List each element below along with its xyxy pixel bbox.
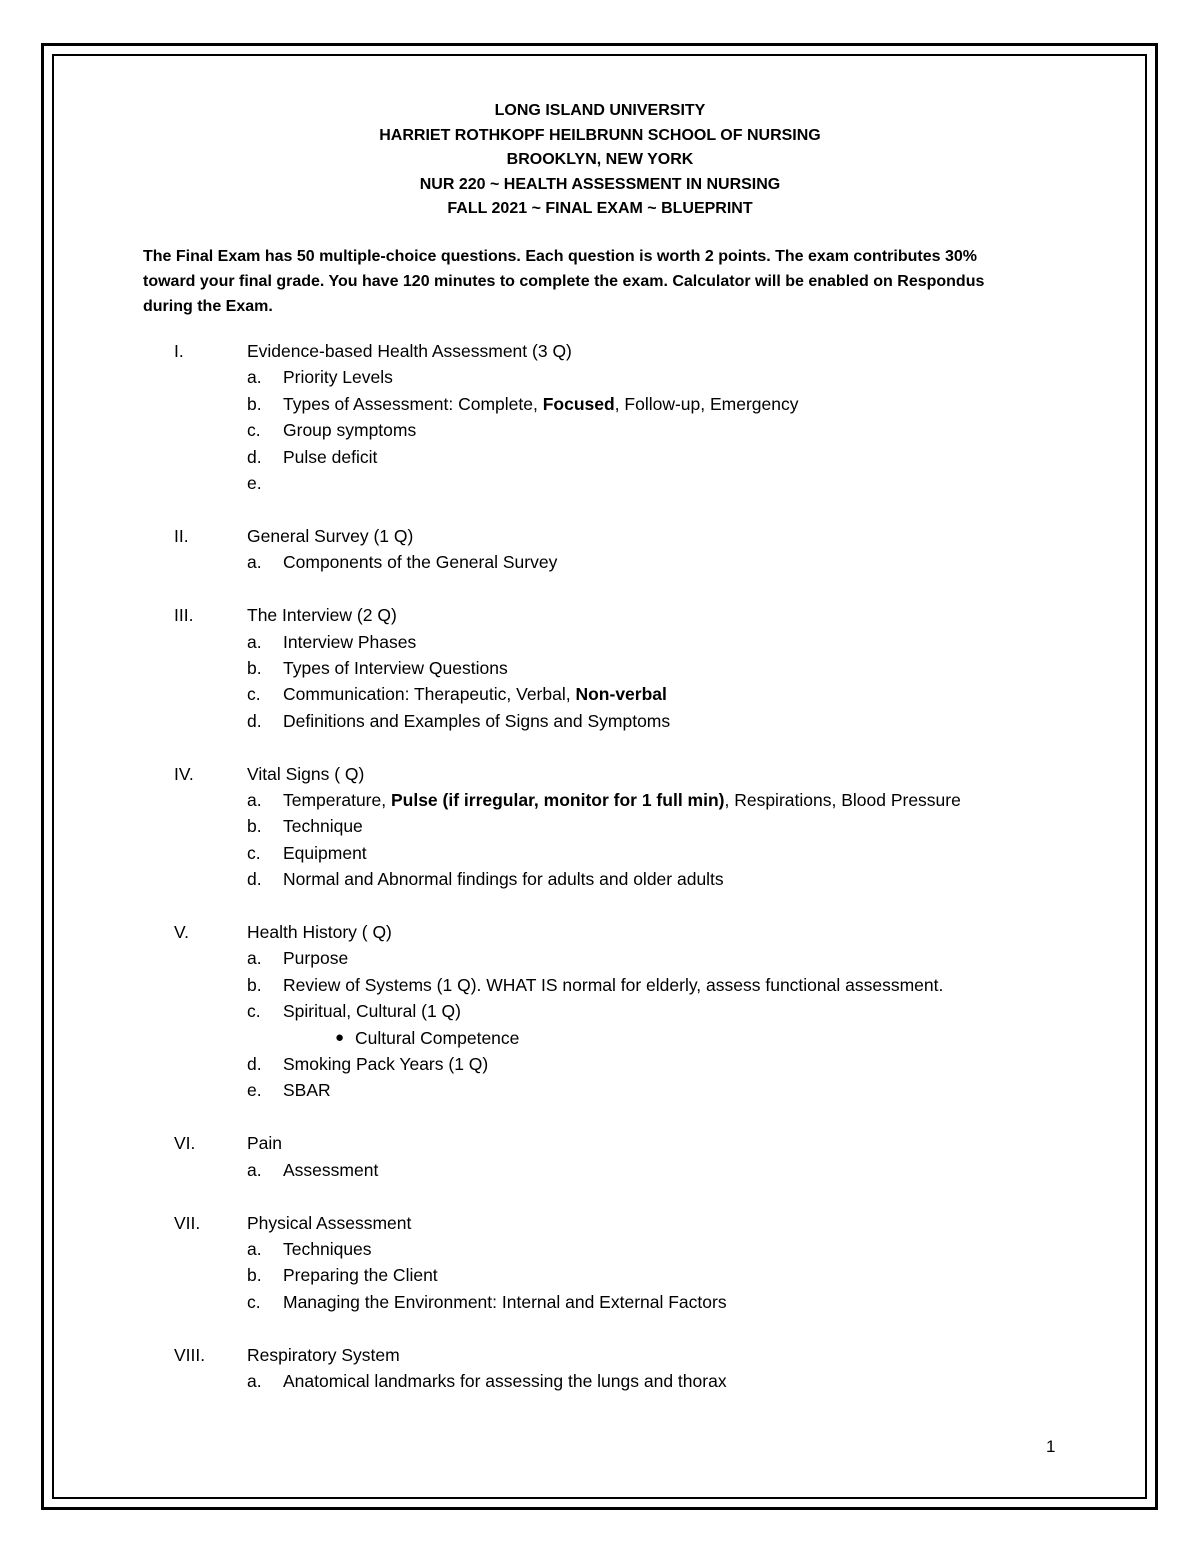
instructions-line: The Final Exam has 50 multiple-choice questions. Each question is worth 2 points. The exam contributes 30%: [143, 248, 977, 265]
item-letter: b.: [247, 393, 262, 414]
item-letter: d.: [247, 710, 262, 731]
section-heading: [0, 1342, 1200, 1368]
document-header: [0, 99, 1200, 222]
blueprint-outline: [0, 338, 1200, 1421]
list-item: [0, 787, 1200, 813]
instructions-line: toward your final grade. You have 120 minutes to complete the exam. Calculator will be enabled on Respondus: [143, 273, 985, 290]
section-heading: [0, 1130, 1200, 1156]
list-item: [0, 417, 1200, 443]
section-numeral: I.: [174, 341, 184, 361]
item-text: Preparing the Client: [283, 1265, 438, 1286]
item-text: Technique: [283, 816, 363, 837]
item-text: Definitions and Examples of Signs and Symptoms: [283, 710, 671, 731]
item-text: Normal and Abnormal findings for adults and older adults: [283, 869, 724, 890]
list-item: [0, 708, 1200, 734]
list-item: [0, 364, 1200, 390]
list-item: [0, 1236, 1200, 1262]
section-title: General Survey (1 Q): [247, 525, 414, 546]
item-text: Anatomical landmarks for assessing the lungs and thorax: [283, 1371, 727, 1391]
item-letter: c.: [247, 842, 261, 863]
instructions-line: during the Exam.: [143, 298, 273, 315]
section-title: Pain: [247, 1133, 283, 1154]
item-letter: b.: [247, 1265, 262, 1286]
item-letter: a.: [247, 631, 262, 652]
item-letter: a.: [247, 1238, 262, 1259]
item-text: Types of Interview Questions: [283, 657, 508, 678]
item-letter: a.: [247, 948, 262, 969]
header-exam-title: FALL 2021 ~ FINAL EXAM ~ BLUEPRINT: [447, 200, 753, 217]
section-heading: [0, 1210, 1200, 1236]
item-letter: a.: [247, 367, 262, 388]
item-text: Equipment: [283, 842, 367, 863]
item-text-bold: Focused: [542, 393, 615, 414]
list-item: [0, 813, 1200, 839]
list-item: [0, 945, 1200, 971]
section-heading: [0, 919, 1200, 945]
item-text-bold: Non-verbal: [575, 684, 667, 705]
item-letter: d.: [247, 1053, 262, 1074]
section-title: Physical Assessment: [247, 1212, 412, 1233]
item-letter: d.: [247, 869, 262, 890]
header-course: NUR 220 ~ HEALTH ASSESSMENT IN NURSING: [419, 175, 781, 193]
section-health-history: [0, 919, 1200, 1104]
section-title: Health History ( Q): [247, 922, 392, 943]
item-text: Review of Systems (1 Q). WHAT IS normal for elderly, assess functional assessment.: [283, 974, 944, 995]
item-letter: e.: [247, 1080, 262, 1101]
item-letter: b.: [247, 816, 262, 837]
item-letter: b.: [247, 974, 262, 995]
item-text: Pulse deficit: [283, 446, 378, 467]
item-text: Managing the Environment: Internal and External Factors: [283, 1291, 727, 1312]
item-letter: a.: [247, 789, 262, 810]
item-text-part: Types of Assessment: Complete,: [283, 393, 543, 414]
list-item: [0, 391, 1200, 417]
list-item: [0, 866, 1200, 892]
section-physical-assessment: [0, 1210, 1200, 1316]
section-heading: [0, 338, 1200, 364]
list-item: [0, 1289, 1200, 1315]
list-item: [0, 1157, 1200, 1183]
bullet-item: [0, 1025, 1200, 1051]
list-item: [0, 681, 1200, 707]
list-item: [0, 1051, 1200, 1077]
item-letter: a.: [247, 552, 262, 573]
page-number: 1: [1046, 1437, 1056, 1456]
item-text: Purpose: [283, 948, 349, 969]
bullet-icon: ●: [335, 1028, 345, 1046]
item-letter: c.: [247, 420, 261, 441]
item-text: [283, 787, 961, 813]
section-title: Respiratory System: [247, 1344, 400, 1365]
item-letter: b.: [247, 657, 262, 678]
item-text: [283, 391, 799, 417]
item-text: Group symptoms: [283, 420, 417, 441]
item-text: Assessment: [283, 1159, 379, 1180]
item-text-part: Communication: Therapeutic, Verbal,: [283, 684, 576, 705]
item-letter: a.: [247, 1371, 262, 1391]
item-text: Components of the General Survey: [283, 552, 558, 573]
section-numeral: VIII.: [174, 1344, 206, 1365]
section-heading: [0, 523, 1200, 549]
section-numeral: VII.: [174, 1212, 201, 1233]
list-item: [0, 1368, 1200, 1394]
section-interview: [0, 602, 1200, 734]
section-heading: [0, 602, 1200, 628]
item-letter: c.: [247, 1291, 261, 1312]
list-item: [0, 629, 1200, 655]
exam-instructions: [143, 244, 1063, 319]
item-letter: c.: [247, 1001, 261, 1022]
item-text: Smoking Pack Years (1 Q): [283, 1053, 489, 1074]
section-numeral: II.: [174, 525, 189, 546]
item-letter: c.: [247, 684, 261, 705]
item-text-part: , Follow-up, Emergency: [614, 393, 799, 414]
bullet-text: Cultural Competence: [355, 1027, 520, 1048]
item-text-part: , Respirations, Blood Pressure: [724, 789, 961, 810]
section-heading: [0, 761, 1200, 787]
item-text-part: Temperature,: [283, 789, 391, 810]
section-vital-signs: [0, 761, 1200, 893]
item-text: Spiritual, Cultural (1 Q): [283, 1001, 461, 1022]
list-item: [0, 998, 1200, 1024]
section-respiratory-system: [0, 1342, 1200, 1395]
header-location: BROOKLYN, NEW YORK: [506, 151, 694, 168]
section-title: The Interview (2 Q): [247, 605, 397, 626]
item-text-bold: Pulse (if irregular, monitor for 1 full min): [390, 789, 725, 810]
list-item: [0, 444, 1200, 470]
section-title: Vital Signs ( Q): [247, 763, 365, 784]
list-item: [0, 1077, 1200, 1103]
item-text: Priority Levels: [283, 367, 393, 388]
list-item: [0, 972, 1200, 998]
item-text: SBAR: [283, 1080, 331, 1101]
header-school: HARRIET ROTHKOPF HEILBRUNN SCHOOL OF NURSING: [379, 126, 821, 144]
list-item: [0, 549, 1200, 575]
item-letter: d.: [247, 446, 262, 467]
list-item: [0, 1262, 1200, 1288]
list-item: [0, 655, 1200, 681]
list-item: [0, 840, 1200, 866]
section-numeral: V.: [174, 922, 189, 943]
item-text: [283, 681, 667, 707]
section-pain: [0, 1130, 1200, 1183]
section-evidence-based-assessment: [0, 338, 1200, 496]
item-text: Interview Phases: [283, 631, 417, 652]
section-numeral: VI.: [174, 1133, 196, 1154]
section-numeral: III.: [174, 605, 194, 626]
section-general-survey: [0, 523, 1200, 576]
item-letter: a.: [247, 1159, 262, 1180]
list-item: [0, 470, 1200, 496]
item-text: Techniques: [283, 1238, 372, 1259]
item-letter: e.: [247, 472, 262, 493]
section-numeral: IV.: [174, 763, 194, 784]
section-title: Evidence-based Health Assessment (3 Q): [247, 341, 572, 361]
header-university: LONG ISLAND UNIVERSITY: [494, 102, 706, 119]
